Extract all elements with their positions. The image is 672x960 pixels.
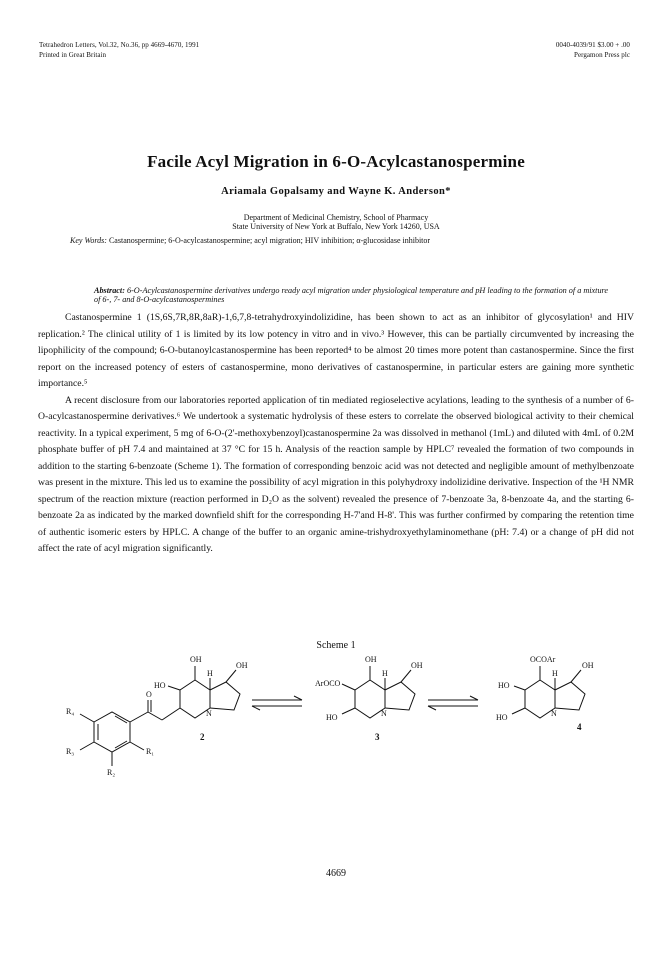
- compound-2-oh-right: OH: [236, 661, 248, 670]
- printed-in: Printed in Great Britain: [39, 51, 107, 59]
- compound-3-n: N: [381, 709, 387, 718]
- publisher: Pergamon Press plc: [574, 51, 630, 59]
- compound-3-number: 3: [375, 732, 380, 742]
- article-title: Facile Acyl Migration in 6-O-Acylcastanospermine: [147, 152, 525, 171]
- affiliation-university: State University of New York at Buffalo, New York 14260, USA: [232, 222, 440, 231]
- compound-2-ho: HO: [154, 681, 166, 690]
- compound-2-r2: R₂: [107, 768, 116, 777]
- issn-price: 0040-4039/91 $3.00 + .00: [555, 41, 630, 49]
- compound-2-r3: R₃: [66, 747, 75, 756]
- paragraph: Castanospermine 1 (1S,6S,7R,8R,8aR)-1,6,7,8-tetrahydroxyindolizidine, has been shown to act as an inhibitor of glycosylation¹ and HIV replication.² The clinical utility of 1 is limited by its low potency in vitro and in vivo.³ However, this can be partially circumvented by increasing the lipophilicity of the compound; 6-O-butanoylcastanospermine has been reported⁴ to be almost 20 times more potent than castanospermine. Since the first report on the increased potency of esters of castanospermine, mono derivatives of castanospermine, in particular esters are gaining more synthetic importance.⁵: [38, 312, 634, 389]
- equilibrium-arrow-2: [428, 696, 478, 710]
- keywords: [70, 236, 630, 245]
- compound-3-h: H: [382, 669, 388, 678]
- abstract: [94, 286, 614, 304]
- affiliation: [0, 213, 672, 231]
- compound-2-carbonyl-o: O: [146, 690, 152, 699]
- compound-4-ocoar: OCOAr: [530, 655, 556, 664]
- scheme-label: Scheme 1: [316, 640, 356, 651]
- compound-4-h: H: [552, 669, 558, 678]
- compound-4-ho-top: HO: [498, 681, 510, 690]
- compound-3-oh-right: OH: [411, 661, 423, 670]
- compound-2-r1: R₁: [146, 747, 155, 756]
- compound-2-h: H: [207, 669, 213, 678]
- compound-3-arocoo: ArOCO: [315, 679, 341, 688]
- affiliation-department: Department of Medicinal Chemistry, School of Pharmacy: [243, 213, 429, 222]
- keywords-text: Castanospermine; 6-O-acylcastanospermine; acyl migration; HIV inhibition; α-glucosidase inhibitor: [108, 236, 431, 245]
- compound-4-n: N: [551, 709, 557, 718]
- article-body: [38, 310, 634, 558]
- compound-2-n: N: [206, 709, 212, 718]
- compound-4-structure: [512, 666, 585, 718]
- compound-4-number: 4: [577, 722, 582, 732]
- authors: Ariamala Gopalsamy and Wayne K. Anderson*: [221, 186, 451, 197]
- abstract-text: 6-O-Acylcastanospermine derivatives undergo ready acyl migration under physiological temperature and pH leading to the formation of a mixture of 6-, 7- and 8-O-acylcastanospermines: [94, 286, 609, 304]
- compound-2-number: 2: [200, 732, 205, 742]
- compound-3-ho: HO: [326, 713, 338, 722]
- equilibrium-arrow-1: [252, 696, 302, 710]
- keywords-label: Key Words:: [70, 236, 107, 245]
- page-number: 4669: [326, 868, 346, 879]
- journal-citation: [39, 40, 199, 60]
- compound-3-oh-top: OH: [365, 655, 377, 664]
- compound-2-oh-top: OH: [190, 655, 202, 664]
- publisher-info: [556, 40, 630, 60]
- abstract-label: Abstract:: [94, 286, 125, 295]
- compound-4-oh-right: OH: [582, 661, 594, 670]
- citation-line: Tetrahedron Letters, Vol.32, No.36, pp 4669-4670, 1991: [39, 41, 200, 49]
- paragraph: A recent disclosure from our laboratories reported application of tin mediated regioselective acylations, leading to the synthesis of a number of 6-O-acylcastanospermine derivatives.⁶ We undertook a systematic hydrolysis of these esters to correlate the observed biological activity to their chemical reactivity. In a typical experiment, 5 mg of 6-O-(2'-methoxybenzoyl)castanospermine 2a was dissolved in methanol (1mL) and diluted with 4mL of 0.2M phosphate buffer of pH 7.4 and maintained at 37 °C for 15 h. Analysis of the reaction sample by HPLC⁷ revealed the formation of two compounds in addition to the starting 6-benzoate (Scheme 1). The formation of corresponding benzoic acid was not detected and negligible amount of methylbenzoate was present in the mixture. This led us to examine the possibility of acyl migration in this polyhydroxy indolizidine derivative. Inspection of the ¹H NMR spectrum of the reaction mixture (reaction performed in D₂O as the solvent) revealed the presence of 7-benzoate 3a, 8-benzoate 4a, and the starting 6-benzoate 2a as indicated by the marked downfield shift for the corresponding H-7'and H-8'. This was further confirmed by comparing the retention time of authentic isomeric esters by HPLC. A change of the buffer to an organic amine-trishydroxyethylaminomethane (pH: 7.4) or a change of pH did not affect the rate of acyl migration significantly.: [38, 394, 634, 554]
- reaction-scheme: [30, 650, 650, 820]
- compound-4-ho-bottom: HO: [496, 713, 508, 722]
- compound-3-structure: [342, 666, 415, 718]
- compound-2-r4: R₄: [66, 707, 75, 716]
